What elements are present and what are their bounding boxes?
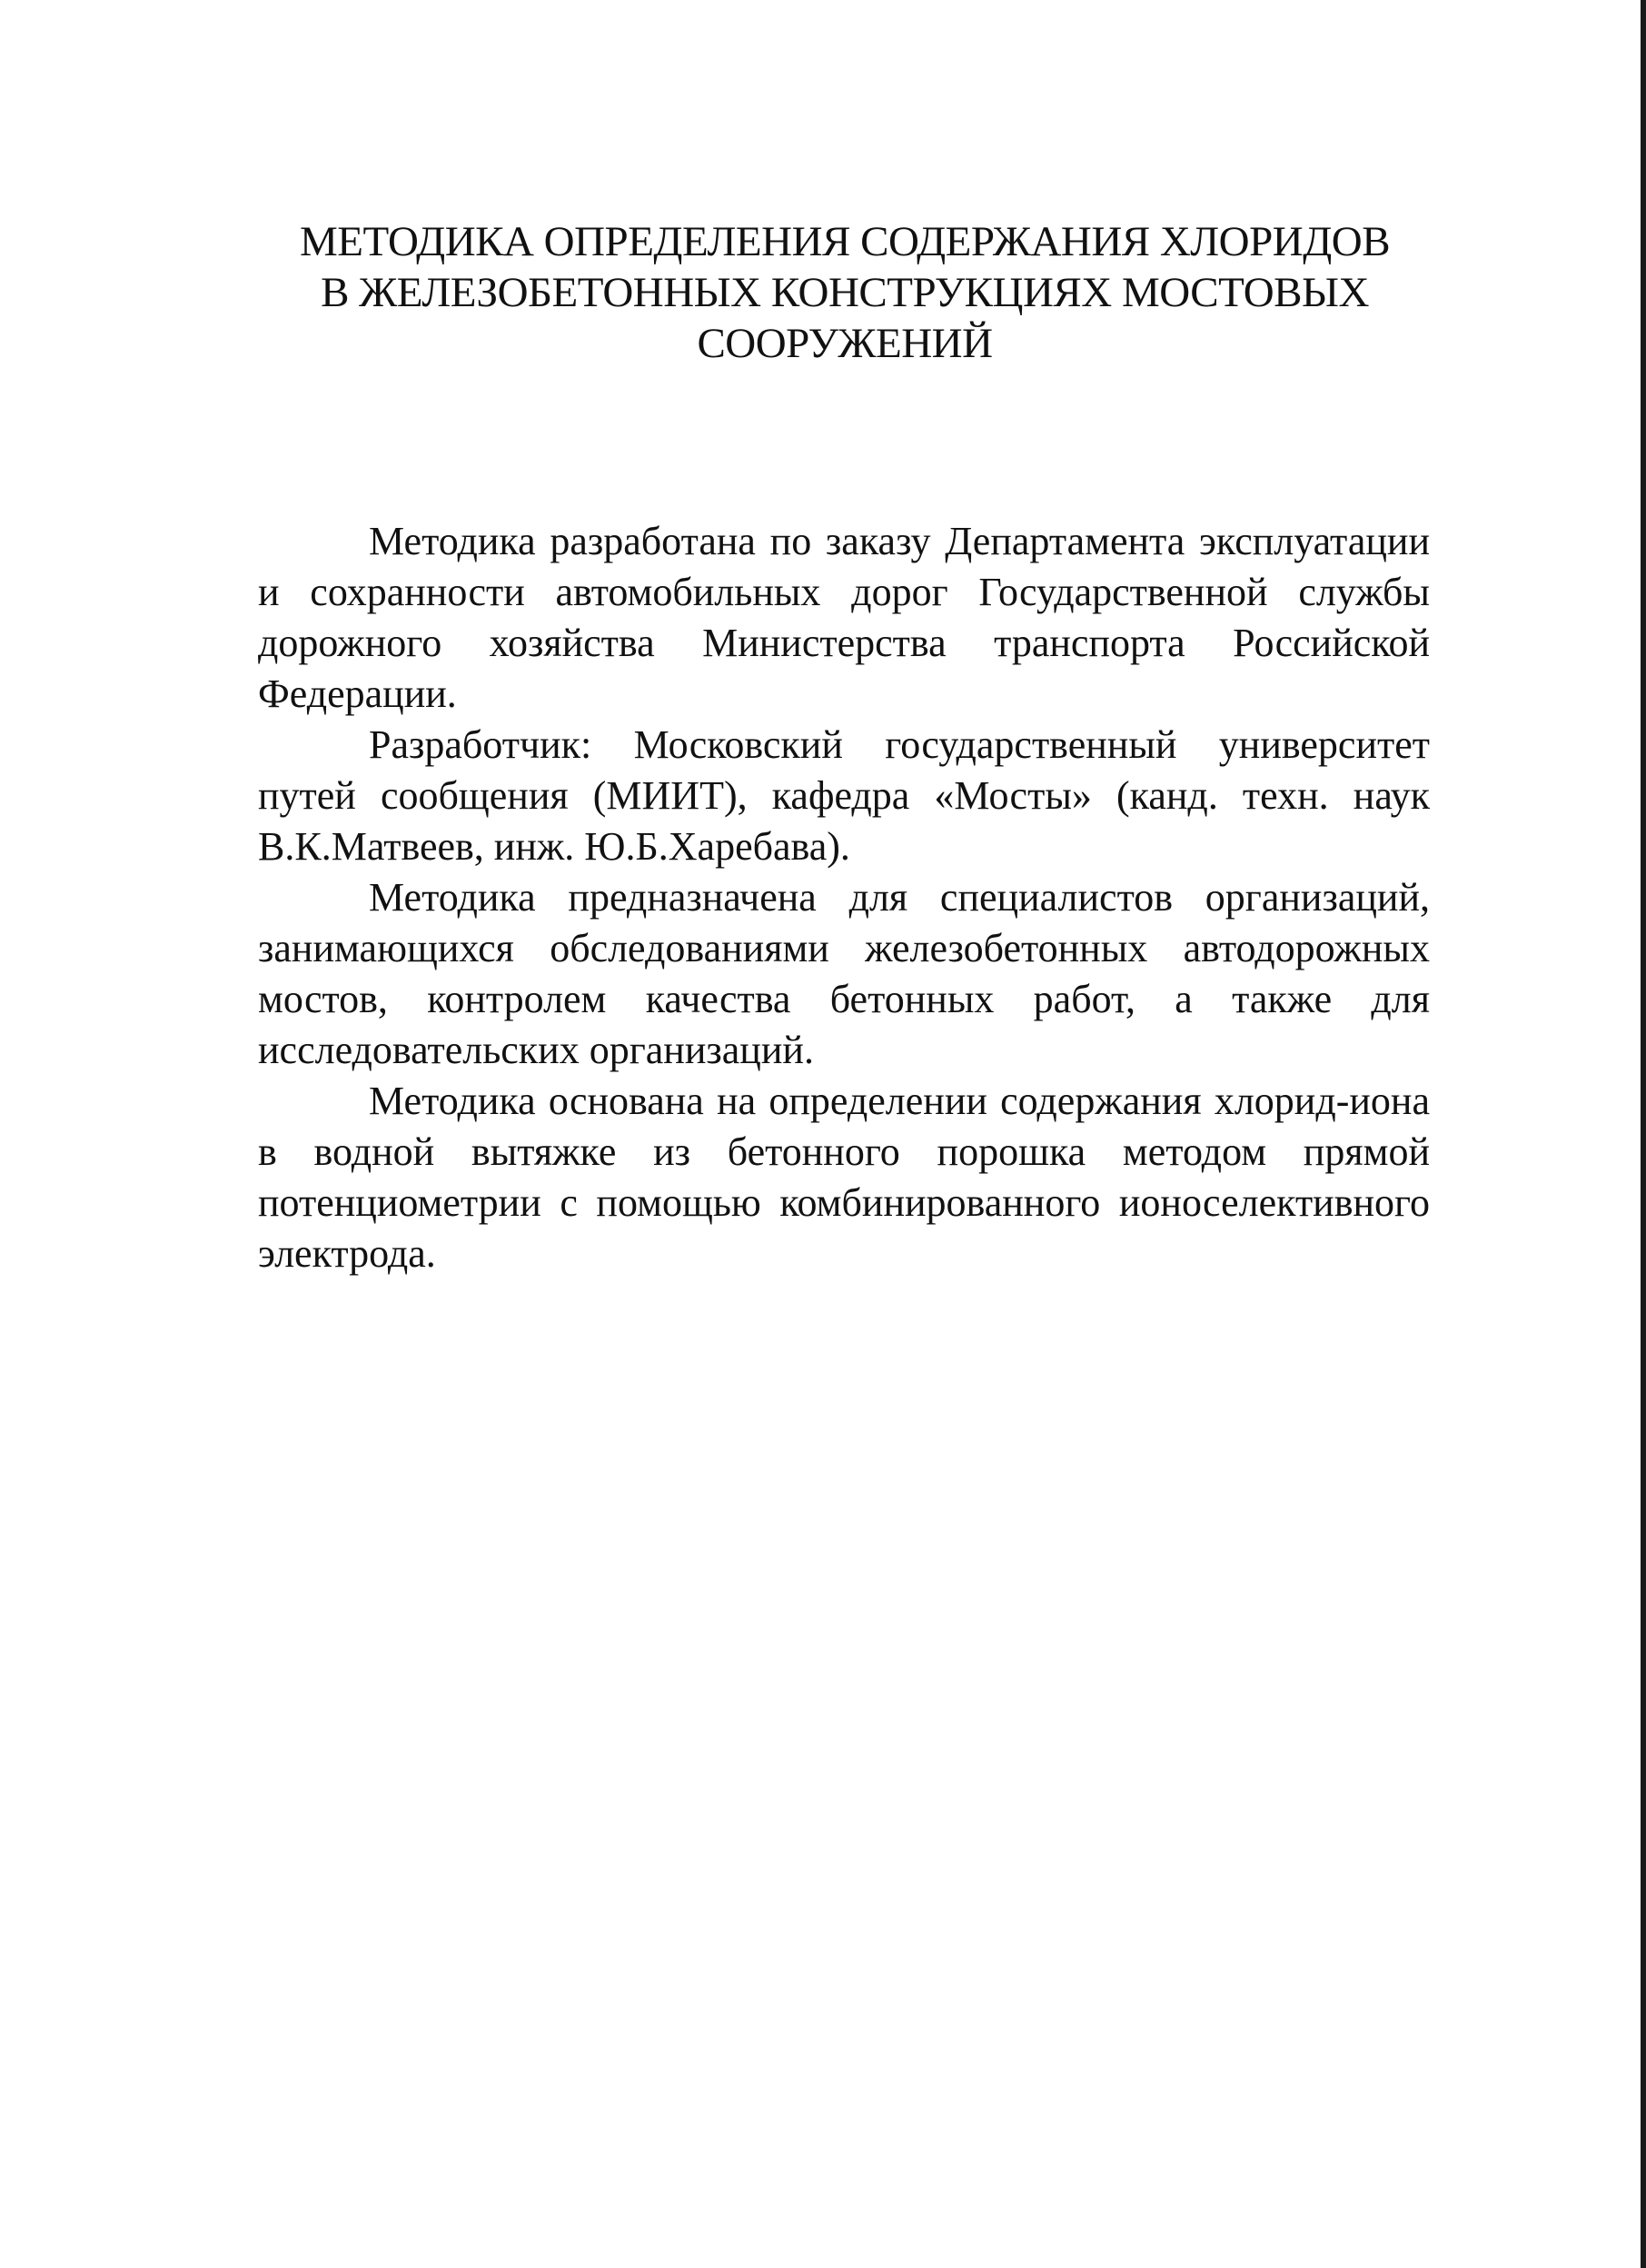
paragraph-purpose: Методика предназначена для специалистов организаций, занимающихся обследованиями железобетонных автодорожных мостов, контролем качества бетонных работ, а также для исследовательских организаций. bbox=[258, 875, 1430, 1072]
document-title bbox=[218, 216, 1472, 369]
title-line-1: МЕТОДИКА ОПРЕДЕЛЕНИЯ СОДЕРЖАНИЯ ХЛОРИДОВ bbox=[299, 218, 1391, 265]
paragraph-developer: Разработчик: Московский государственный университет путей сообщения (МИИТ), кафедра «Мосты» (канд. техн. наук В.К.Матвеев, инж. Ю.Б.Харебава). bbox=[258, 722, 1430, 869]
title-line-3: СООРУЖЕНИЙ bbox=[697, 320, 993, 367]
scan-edge-line bbox=[1641, 0, 1646, 2268]
paragraph-commission: Методика разработана по заказу Департамента эксплуатации и сохранности автомобильных дорог Государственной службы дорожного хозяйства Министерства транспорта Российской Федерации. bbox=[258, 519, 1430, 716]
title-line-2: В ЖЕЛЕЗОБЕТОННЫХ КОНСТРУКЦИЯХ МОСТОВЫХ bbox=[321, 269, 1369, 316]
document-body bbox=[258, 516, 1430, 1279]
paragraph-method: Методика основана на определении содержания хлорид-иона в водной вытяжке из бетонного порошка методом прямой потенциометрии с помощью комбинированного ионоселективного электрода. bbox=[258, 1079, 1430, 1276]
